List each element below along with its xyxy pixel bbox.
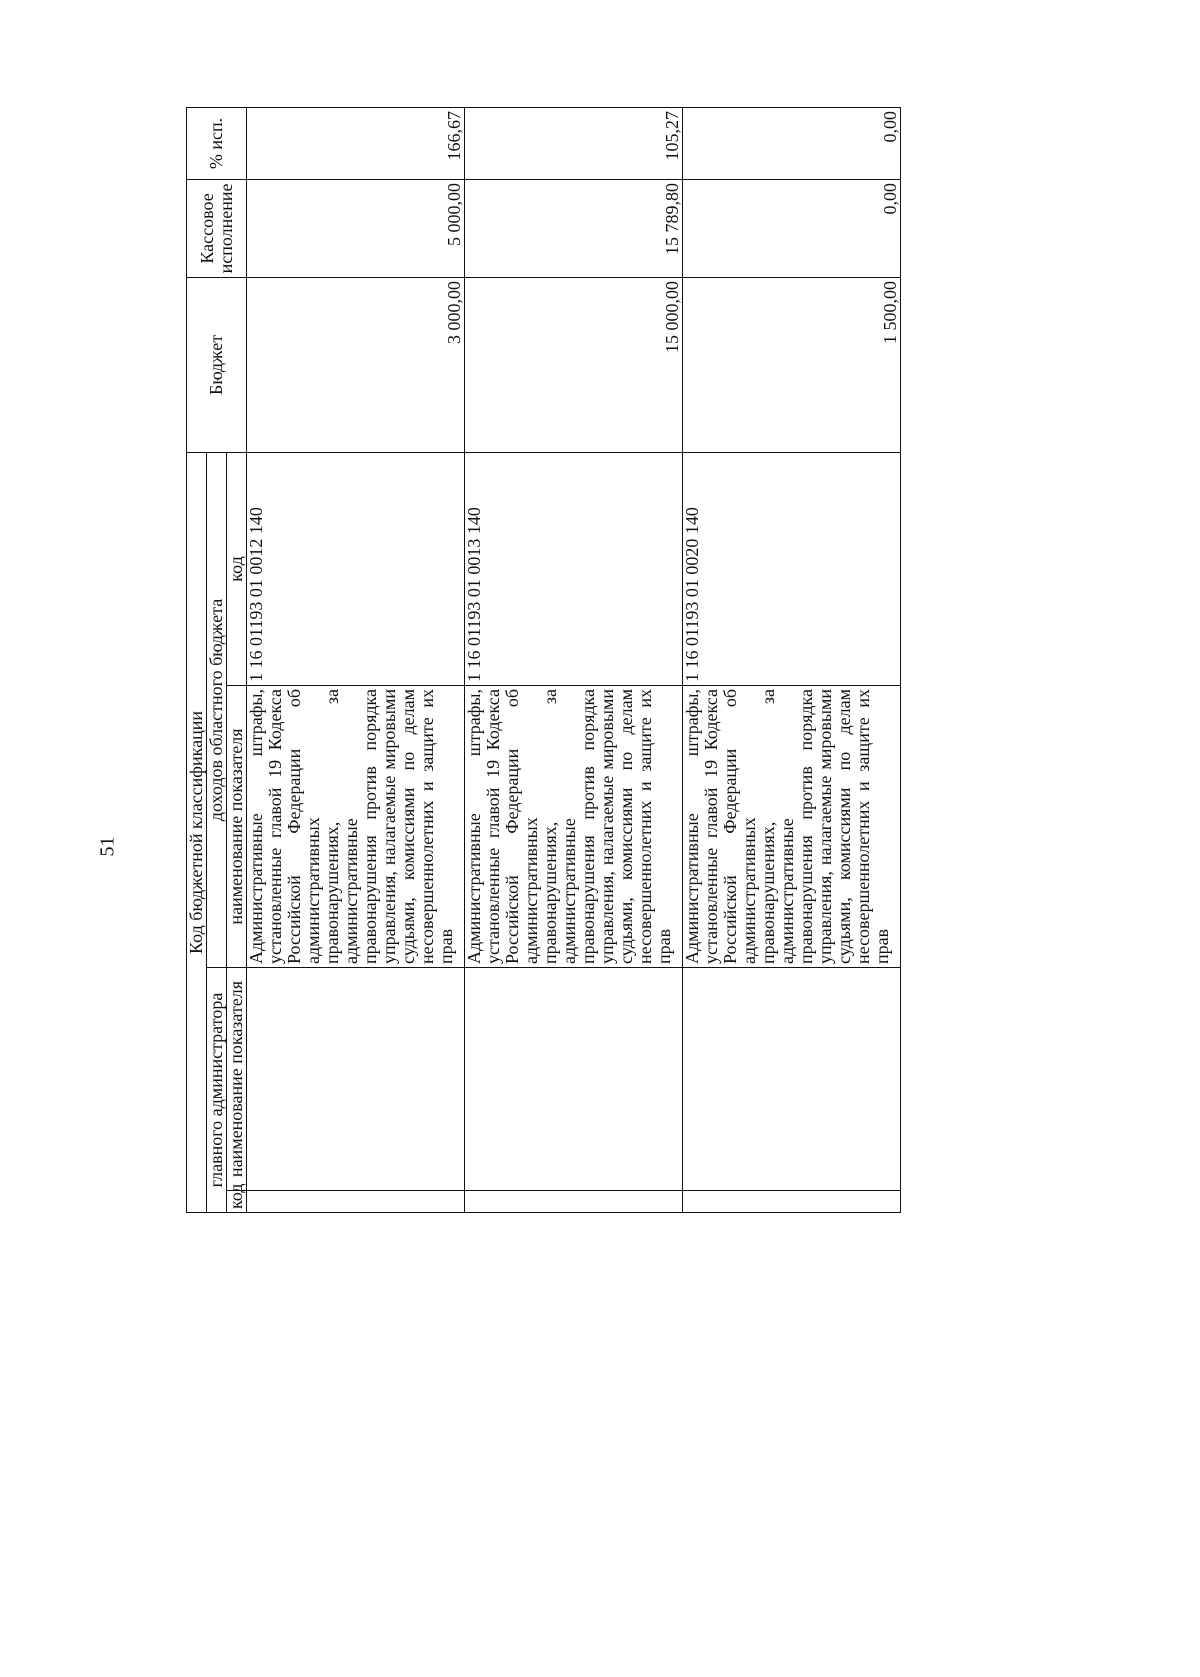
income-name-cell: Административные штрафы, установленные главой 19 Кодекса Российской Федерации об административных правонарушениях, за административные правонарушения против порядка управления, налагаемые мировыми судьями, комиссиями по делам несовершеннолетних и защите их прав	[683, 686, 901, 968]
budget-cell: 1 500,00	[683, 277, 901, 452]
income-code-cell: 1 16 01193 01 0012 140	[247, 452, 465, 685]
table-row	[465, 107, 683, 1212]
page-number: 51	[96, 836, 119, 857]
admin-code-cell	[465, 1191, 683, 1213]
income-name-cell: Административные штрафы, установленные главой 19 Кодекса Российской Федерации об административных правонарушениях, за административные правонарушения против порядка управления, налагаемые мировыми судьями, комиссиями по делам несовершеннолетних и защите их прав	[465, 686, 683, 968]
header-income-code: код	[227, 452, 247, 685]
execution-cell: 5 000,00	[247, 179, 465, 277]
header-admin-code: код	[227, 1191, 247, 1213]
execution-cell: 15 789,80	[465, 179, 683, 277]
percent-cell: 105,27	[465, 107, 683, 179]
header-budget: Бюджет	[187, 277, 247, 452]
admin-name-cell	[247, 968, 465, 1191]
admin-name-cell	[465, 968, 683, 1191]
rotated-table-wrapper	[186, 108, 911, 1213]
budget-table	[186, 107, 901, 1213]
budget-cell: 15 000,00	[465, 277, 683, 452]
admin-name-cell	[683, 968, 901, 1191]
header-percent: % исп.	[187, 107, 247, 179]
admin-code-cell	[247, 1191, 465, 1213]
table-row	[683, 107, 901, 1212]
header-classification: Код бюджетной классификации	[187, 452, 207, 1212]
percent-cell: 0,00	[683, 107, 901, 179]
header-admin-name: наименование показателя	[227, 968, 247, 1191]
execution-cell: 0,00	[683, 179, 901, 277]
header-income: доходов областного бюджета	[207, 452, 227, 967]
table-row	[247, 107, 465, 1212]
budget-cell: 3 000,00	[247, 277, 465, 452]
header-admin: главного администратора	[207, 968, 227, 1213]
percent-cell: 166,67	[247, 107, 465, 179]
header-execution: Кассовое исполнение	[187, 179, 247, 277]
income-name-cell: Административные штрафы, установленные главой 19 Кодекса Российской Федерации об административных правонарушениях, за административные правонарушения против порядка управления, налагаемые мировыми судьями, комиссиями по делам несовершеннолетних и защите их прав	[247, 686, 465, 968]
income-code-cell: 1 16 01193 01 0020 140	[683, 452, 901, 685]
header-income-name: наименование показателя	[227, 686, 247, 968]
income-code-cell: 1 16 01193 01 0013 140	[465, 452, 683, 685]
admin-code-cell	[683, 1191, 901, 1213]
